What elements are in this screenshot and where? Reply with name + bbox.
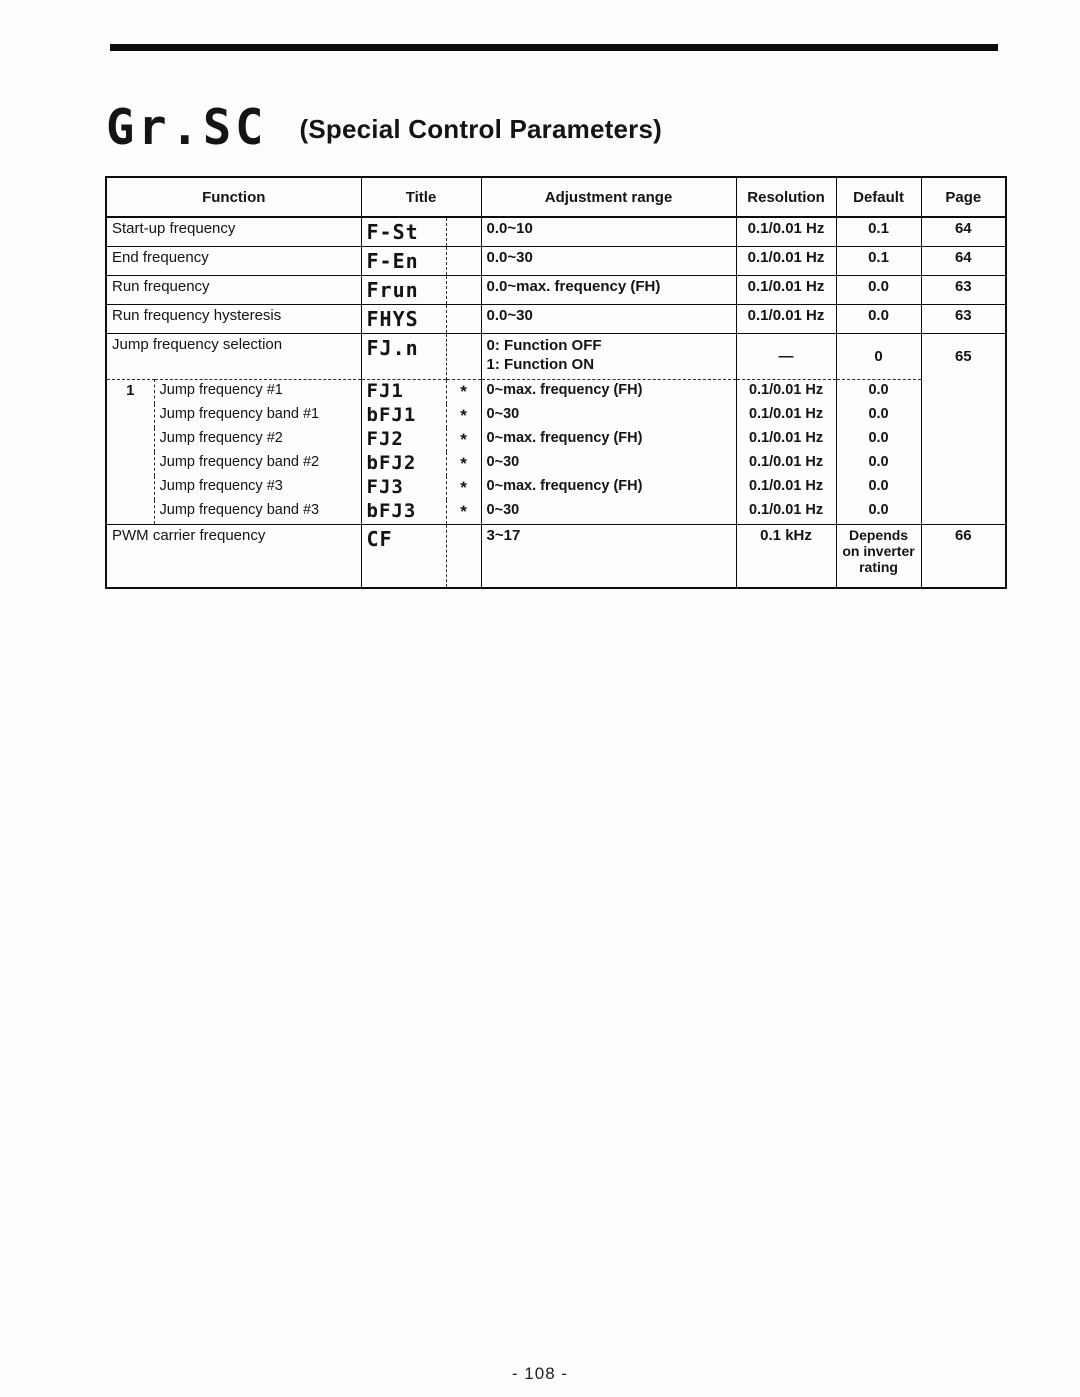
parameter-title: F-St <box>366 220 419 244</box>
resolution-cell: 0.1/0.01 Hz <box>736 476 836 500</box>
table-row <box>106 305 1006 334</box>
parameter-title: FJ.n <box>366 336 419 360</box>
resolution-cell: 0.1/0.01 Hz <box>736 500 836 525</box>
range-cell: 0~30 <box>481 500 736 525</box>
jump-group-row <box>106 404 1006 428</box>
star-cell <box>446 217 481 247</box>
resolution-cell: 0.1/0.01 Hz <box>736 305 836 334</box>
title-cell <box>361 305 446 334</box>
group-number-cell: 1 <box>106 380 154 525</box>
range-cell: 0~30 <box>481 452 736 476</box>
parameter-title: bFJ2 <box>366 452 417 474</box>
parameter-title: FJ1 <box>366 380 404 402</box>
function-cell: Jump frequency band #2 <box>159 454 320 470</box>
title-cell <box>361 217 446 247</box>
function-cell: Run frequency <box>106 276 361 305</box>
jump-group-row <box>106 428 1006 452</box>
star-marker: * <box>446 476 481 500</box>
jump-group-row <box>106 476 1006 500</box>
star-cell <box>446 525 481 588</box>
resolution-cell: 0.1/0.01 Hz <box>736 428 836 452</box>
function-cell: PWM carrier frequency <box>106 525 361 588</box>
title-cell <box>361 500 446 525</box>
parameter-title: F-En <box>366 249 419 273</box>
resolution-cell: 0.1/0.01 Hz <box>736 404 836 428</box>
star-cell <box>446 334 481 380</box>
page-cell: 63 <box>921 305 1006 334</box>
header-default: Default <box>836 177 921 217</box>
default-cell: 0.1 <box>836 247 921 276</box>
default-cell: 0.0 <box>836 404 921 428</box>
page-cell: 64 <box>921 217 1006 247</box>
default-cell: 0.1 <box>836 217 921 247</box>
page-cell: 64 <box>921 247 1006 276</box>
resolution-cell: 0.1/0.01 Hz <box>736 247 836 276</box>
default-cell: 0 <box>836 334 921 380</box>
default-cell: 0.0 <box>836 428 921 452</box>
star-marker: * <box>446 404 481 428</box>
header-resolution: Resolution <box>736 177 836 217</box>
star-marker: * <box>446 452 481 476</box>
star-marker: * <box>446 380 481 405</box>
function-cell: Jump frequency band #3 <box>159 502 320 518</box>
range-cell: 0~30 <box>481 404 736 428</box>
parameter-title: bFJ3 <box>366 500 417 522</box>
default-cell <box>836 525 921 588</box>
default-cell: 0.0 <box>836 305 921 334</box>
title-cell <box>361 525 446 588</box>
header-title: Title <box>361 177 481 217</box>
title-cell <box>361 428 446 452</box>
star-cell <box>446 305 481 334</box>
header-function: Function <box>106 177 361 217</box>
resolution-cell: 0.1/0.01 Hz <box>736 217 836 247</box>
function-cell: Jump frequency selection <box>106 334 361 380</box>
parameter-title: bFJ1 <box>366 404 417 426</box>
parameter-title: FJ3 <box>366 476 404 498</box>
title-cell <box>361 404 446 428</box>
resolution-cell: 0.1 kHz <box>736 525 836 588</box>
title-cell <box>361 276 446 305</box>
parameter-title: Frun <box>366 278 419 302</box>
jump-group-row <box>106 380 1006 405</box>
default-line: on inverter <box>842 543 915 559</box>
default-cell: 0.0 <box>836 500 921 525</box>
function-cell: Start-up frequency <box>106 217 361 247</box>
range-cell <box>481 334 736 380</box>
range-cell: 0~max. frequency (FH) <box>481 380 736 405</box>
default-line: rating <box>859 559 898 575</box>
page-cell <box>921 380 1006 525</box>
default-cell: 0.0 <box>836 380 921 405</box>
resolution-cell: 0.1/0.01 Hz <box>736 380 836 405</box>
page-cell: 65 <box>921 334 1006 380</box>
star-marker: * <box>446 428 481 452</box>
range-option: 1: Function ON <box>486 356 595 373</box>
range-option: 0: Function OFF <box>486 337 602 354</box>
jump-group-row <box>106 500 1006 525</box>
function-cell: Jump frequency #2 <box>159 430 283 446</box>
function-cell: End frequency <box>106 247 361 276</box>
range-cell: 0.0~30 <box>481 305 736 334</box>
star-cell <box>446 276 481 305</box>
parameter-title: FHYS <box>366 307 419 331</box>
table-row-jump-selection <box>106 334 1006 380</box>
jump-group-row <box>106 452 1006 476</box>
default-cell: 0.0 <box>836 476 921 500</box>
function-cell: Jump frequency band #1 <box>159 406 320 422</box>
title-cell <box>361 452 446 476</box>
default-cell: 0.0 <box>836 276 921 305</box>
function-cell: Run frequency hysteresis <box>106 305 361 334</box>
title-cell <box>361 334 446 380</box>
star-marker: * <box>446 500 481 525</box>
page-cell: 66 <box>921 525 1006 588</box>
top-rule <box>110 44 998 51</box>
range-cell: 0.0~30 <box>481 247 736 276</box>
header-adjustment-range: Adjustment range <box>481 177 736 217</box>
title-cell <box>361 380 446 405</box>
page-number: - 108 - <box>511 1364 569 1383</box>
table-row-pwm <box>106 525 1006 588</box>
default-line: Depends <box>848 527 909 543</box>
function-cell: Jump frequency #3 <box>159 478 283 494</box>
page-title: (Special Control Parameters) <box>299 114 662 144</box>
title-cell <box>361 476 446 500</box>
parameter-title: CF <box>366 527 393 551</box>
function-cell: Jump frequency #1 <box>154 380 361 405</box>
range-cell: 0~max. frequency (FH) <box>481 476 736 500</box>
title-cell <box>361 247 446 276</box>
range-cell: 3~17 <box>481 525 736 588</box>
table-row <box>106 217 1006 247</box>
default-cell: 0.0 <box>836 452 921 476</box>
table-row <box>106 276 1006 305</box>
header-page: Page <box>921 177 1006 217</box>
resolution-cell: — <box>736 334 836 380</box>
star-cell <box>446 247 481 276</box>
range-cell: 0.0~max. frequency (FH) <box>481 276 736 305</box>
group-code: Gr.SC <box>106 98 268 157</box>
table-header-row <box>106 177 1006 217</box>
range-cell: 0.0~10 <box>481 217 736 247</box>
table-row <box>106 247 1006 276</box>
parameter-title: FJ2 <box>366 428 404 450</box>
page-heading <box>106 100 662 155</box>
parameter-table <box>105 176 1007 589</box>
range-cell: 0~max. frequency (FH) <box>481 428 736 452</box>
resolution-cell: 0.1/0.01 Hz <box>736 452 836 476</box>
resolution-cell: 0.1/0.01 Hz <box>736 276 836 305</box>
page-cell: 63 <box>921 276 1006 305</box>
